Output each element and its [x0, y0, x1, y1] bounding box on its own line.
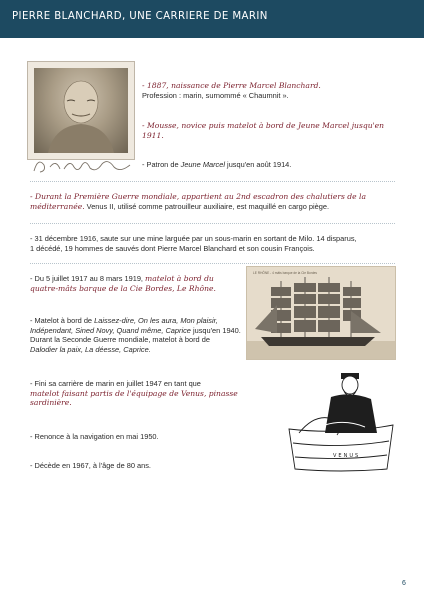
entry-rhone	[30, 274, 238, 293]
entry-birth-title: - 1887, naissance de Pierre Marcel Blanchard.	[142, 81, 321, 90]
page-number: 6	[402, 580, 406, 587]
portrait-drawing	[34, 68, 128, 153]
entry-retire	[30, 432, 270, 442]
entry-death-text: - Décède en 1967, à l'âge de 80 ans.	[30, 461, 151, 470]
section-divider	[30, 263, 395, 264]
entry-death	[30, 461, 270, 471]
ship-postcard	[246, 266, 396, 360]
ship-caption: LE RHÔNE - 4 mâts barque de la Cie Bordes	[253, 271, 317, 275]
entry-end-career-text: - Fini sa carrière de marin en juillet 1947 en tant que	[30, 379, 201, 388]
section-divider	[30, 181, 395, 182]
entry-mine-line1: - 31 décembre 1916, saute sur une mine larguée par un sous-marin en sortant de Milo. 14 disparus,	[30, 234, 357, 243]
entry-patron	[142, 160, 397, 170]
entry-other-boats-pre: - Matelot à bord de	[30, 316, 95, 325]
entry-mine-line2: 1 décédé, 19 hommes de sauvés dont Pierre Marcel Blanchard et son cousin François.	[30, 243, 315, 253]
entry-birth-profession: Profession : marin, surnommé « Chaumnit ».	[142, 90, 289, 100]
entry-birth	[142, 81, 397, 100]
entry-rhone-dates: - Du 5 juillet 1917 au 8 mars 1919,	[30, 274, 146, 283]
page-header	[0, 0, 424, 38]
entry-other-boats-until: jusqu'en 1940.	[190, 325, 241, 335]
portrait-image	[34, 68, 128, 153]
entry-ww1	[30, 192, 398, 211]
boat-names-3: Dalodier la paix, La déesse, Caprice.	[30, 344, 151, 354]
entry-patron-pre: - Patron de	[142, 160, 181, 169]
portrait-photo	[27, 61, 135, 160]
entry-other-boats	[30, 316, 245, 354]
entry-ww1-title: - Durant la Première Guerre mondiale, appartient au 2nd escadron des chalutiers de la méditerranée.	[30, 192, 366, 211]
boat-names-1: Laissez-dire, On les aura, Mon plaisir,	[94, 316, 218, 325]
entry-retire-text: - Renonce à la navigation en mai 1950.	[30, 432, 159, 441]
entry-mousse	[142, 121, 398, 140]
boat-name-label: VENUS	[333, 453, 361, 459]
entry-end-career-script: matelot faisant partis de l'équipage de Venus, pinasse sardinière.	[30, 388, 238, 408]
sailor-in-boat-sketch	[285, 369, 397, 475]
page-title: PIERRE BLANCHARD, UNE CARRIERE DE MARIN	[12, 11, 268, 22]
entry-mine	[30, 234, 398, 253]
handwritten-signature	[30, 153, 135, 177]
boat-name-jeune-marcel: Jeune Marcel	[180, 160, 225, 169]
entry-rhone-text: matelot à bord du quatre-mâts barque de la Cie Bordes, Le Rhône.	[30, 274, 216, 293]
four-masted-barque-drawing	[247, 267, 395, 359]
boat-names-2: Indépendant, Sined Novy, Quand même, Caprice	[30, 325, 191, 335]
section-divider	[30, 223, 395, 224]
entry-patron-post: jusqu'en août 1914.	[225, 160, 292, 169]
entry-end-career	[30, 379, 255, 408]
entry-ww1-text: Venus II, utilisé comme patrouilleur auxiliaire, est maquillé en cargo piège.	[84, 201, 330, 211]
entry-ww2-line: Durant la Seconde Guerre mondiale, matelot à bord de	[30, 335, 210, 345]
entry-mousse-text: - Mousse, novice puis matelot à bord de Jeune Marcel jusqu'en 1911.	[142, 121, 385, 140]
